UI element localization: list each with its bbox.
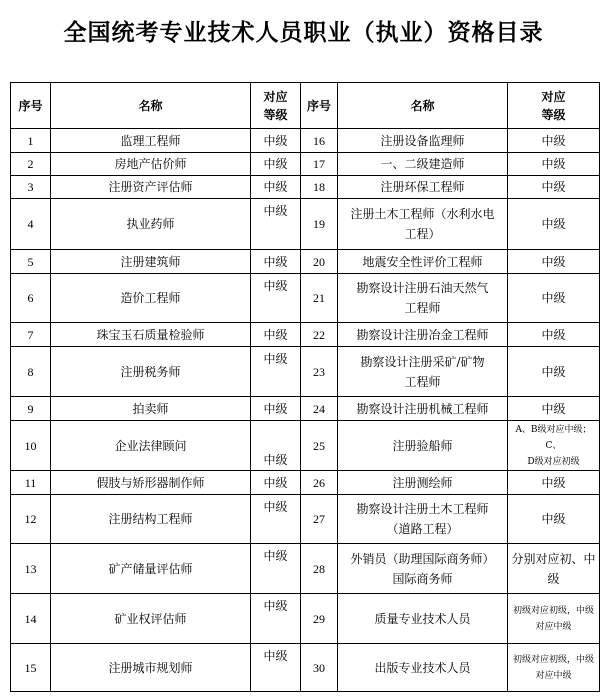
header-no: 序号 <box>11 83 51 129</box>
table-row <box>11 397 600 421</box>
header-level-line: 等级 <box>263 107 288 122</box>
row-name-line: 外销员（助理国际商务师） <box>350 551 495 566</box>
header-level-line: 等级 <box>541 107 566 122</box>
row-name: 质量专业技术人员 <box>338 594 508 644</box>
row-no: 16 <box>301 129 338 153</box>
row-level: 中级 <box>251 594 301 644</box>
row-name-line: 国际商务师 <box>392 571 453 586</box>
row-name: 注册税务师 <box>51 347 251 397</box>
row-no: 30 <box>301 644 338 692</box>
row-no: 26 <box>301 471 338 495</box>
row-no: 8 <box>11 347 51 397</box>
row-level-line: 对应中级 <box>535 670 572 681</box>
row-level-line: D级对应初级 <box>527 456 580 467</box>
row-no: 21 <box>301 274 338 323</box>
row-name: 注册验船师 <box>338 421 508 471</box>
row-level-line: 初级对应初级，中级 <box>512 654 594 665</box>
row-level-line: 级 <box>547 571 560 586</box>
row-name-line: 勘察设计注册采矿/矿物 <box>360 354 485 369</box>
row-level: 中级 <box>251 421 301 471</box>
row-no: 13 <box>11 544 51 594</box>
row-level: 中级 <box>508 347 600 397</box>
row-level: 中级 <box>508 471 600 495</box>
row-no: 25 <box>301 421 338 471</box>
row-name: 注册建筑师 <box>51 250 251 274</box>
row-no: 20 <box>301 250 338 274</box>
row-no: 14 <box>11 594 51 644</box>
table-row <box>11 421 600 471</box>
row-name: 一、二级建造师 <box>338 153 508 176</box>
row-name: 地震安全性评价工程师 <box>338 250 508 274</box>
row-level: 中级 <box>508 129 600 153</box>
row-level: 中级 <box>508 250 600 274</box>
qualification-table <box>10 82 600 692</box>
row-level: 中级 <box>508 397 600 421</box>
table-row <box>11 250 600 274</box>
row-no: 6 <box>11 274 51 323</box>
page-title: 全国统考专业技术人员职业（执业）资格目录 <box>63 20 544 46</box>
row-level: 中级 <box>508 323 600 347</box>
row-name <box>338 495 508 544</box>
header-level-line: 对应 <box>263 89 288 104</box>
row-no: 24 <box>301 397 338 421</box>
row-name: 矿产储量评估师 <box>51 544 251 594</box>
row-name <box>338 274 508 323</box>
row-no: 23 <box>301 347 338 397</box>
row-level-line: 分别对应初、中 <box>511 551 596 566</box>
row-name: 珠宝玉石质量检验师 <box>51 323 251 347</box>
row-level: 中级 <box>508 153 600 176</box>
row-no: 4 <box>11 199 51 250</box>
header-name: 名称 <box>51 83 251 129</box>
row-level <box>508 421 600 471</box>
row-level: 中级 <box>251 544 301 594</box>
row-level-line: A、B级对应中级；C、 <box>515 424 592 451</box>
row-no: 10 <box>11 421 51 471</box>
row-name <box>338 199 508 250</box>
header-level <box>251 83 301 129</box>
row-name: 执业药师 <box>51 199 251 250</box>
row-level <box>508 594 600 644</box>
row-level: 中级 <box>251 176 301 199</box>
row-level: 中级 <box>508 274 600 323</box>
table-row <box>11 153 600 176</box>
row-no: 5 <box>11 250 51 274</box>
row-level: 中级 <box>251 323 301 347</box>
row-level: 中级 <box>508 199 600 250</box>
row-name: 注册设备监理师 <box>338 129 508 153</box>
row-no: 18 <box>301 176 338 199</box>
row-no: 29 <box>301 594 338 644</box>
row-name-line: 勘察设计注册石油天然气 <box>356 281 489 295</box>
row-level: 中级 <box>251 129 301 153</box>
row-level: 中级 <box>508 176 600 199</box>
row-no: 17 <box>301 153 338 176</box>
row-name: 监理工程师 <box>51 129 251 153</box>
row-level: 中级 <box>508 495 600 544</box>
row-no: 15 <box>11 644 51 692</box>
row-level: 中级 <box>251 250 301 274</box>
row-name: 注册结构工程师 <box>51 495 251 544</box>
row-level: 中级 <box>251 644 301 692</box>
row-name-line: 注册土木工程师（水利水电 <box>350 207 495 221</box>
row-name: 出版专业技术人员 <box>338 644 508 692</box>
header-row <box>11 83 600 129</box>
header-level-line: 对应 <box>541 89 566 104</box>
row-no: 7 <box>11 323 51 347</box>
table-row <box>11 471 600 495</box>
row-name: 矿业权评估师 <box>51 594 251 644</box>
row-level: 中级 <box>251 153 301 176</box>
row-level: 中级 <box>251 471 301 495</box>
table-row <box>11 176 600 199</box>
row-level: 中级 <box>251 347 301 397</box>
row-name: 注册测绘师 <box>338 471 508 495</box>
row-no: 28 <box>301 544 338 594</box>
row-name: 拍卖师 <box>51 397 251 421</box>
row-no: 22 <box>301 323 338 347</box>
row-no: 1 <box>11 129 51 153</box>
row-no: 19 <box>301 199 338 250</box>
row-no: 2 <box>11 153 51 176</box>
row-name-line: 勘察设计注册土木工程师 <box>356 502 489 516</box>
table-row <box>11 323 600 347</box>
row-level <box>508 544 600 594</box>
row-no: 3 <box>11 176 51 199</box>
row-level: 中级 <box>251 397 301 421</box>
table-row <box>11 594 600 644</box>
row-name <box>338 544 508 594</box>
header-name: 名称 <box>338 83 508 129</box>
row-name-line: 工程师 <box>404 301 441 315</box>
row-no: 11 <box>11 471 51 495</box>
row-name: 勘察设计注册机械工程师 <box>338 397 508 421</box>
row-level-line: 对应中级 <box>535 621 572 632</box>
table-row <box>11 544 600 594</box>
row-no: 9 <box>11 397 51 421</box>
row-name: 企业法律顾问 <box>51 421 251 471</box>
row-name: 注册资产评估师 <box>51 176 251 199</box>
row-level: 中级 <box>251 495 301 544</box>
row-name: 造价工程师 <box>51 274 251 323</box>
row-level: 中级 <box>251 274 301 323</box>
row-no: 12 <box>11 495 51 544</box>
table-row <box>11 495 600 544</box>
row-name <box>338 347 508 397</box>
row-name: 注册环保工程师 <box>338 176 508 199</box>
row-name: 房地产估价师 <box>51 153 251 176</box>
row-level <box>508 644 600 692</box>
row-name-line: 工程） <box>404 227 441 241</box>
table-row <box>11 199 600 250</box>
row-name: 勘察设计注册冶金工程师 <box>338 323 508 347</box>
table-row <box>11 347 600 397</box>
table-row <box>11 274 600 323</box>
row-name-line: （道路工程） <box>386 522 459 536</box>
row-name: 假肢与矫形器制作师 <box>51 471 251 495</box>
row-name: 注册城市规划师 <box>51 644 251 692</box>
header-no: 序号 <box>301 83 338 129</box>
row-level-line: 初级对应初级，中级 <box>512 605 594 616</box>
row-level: 中级 <box>251 199 301 250</box>
row-name-line: 工程师 <box>404 374 441 389</box>
header-level <box>508 83 600 129</box>
table-row <box>11 644 600 692</box>
row-no: 27 <box>301 495 338 544</box>
table-row <box>11 129 600 153</box>
